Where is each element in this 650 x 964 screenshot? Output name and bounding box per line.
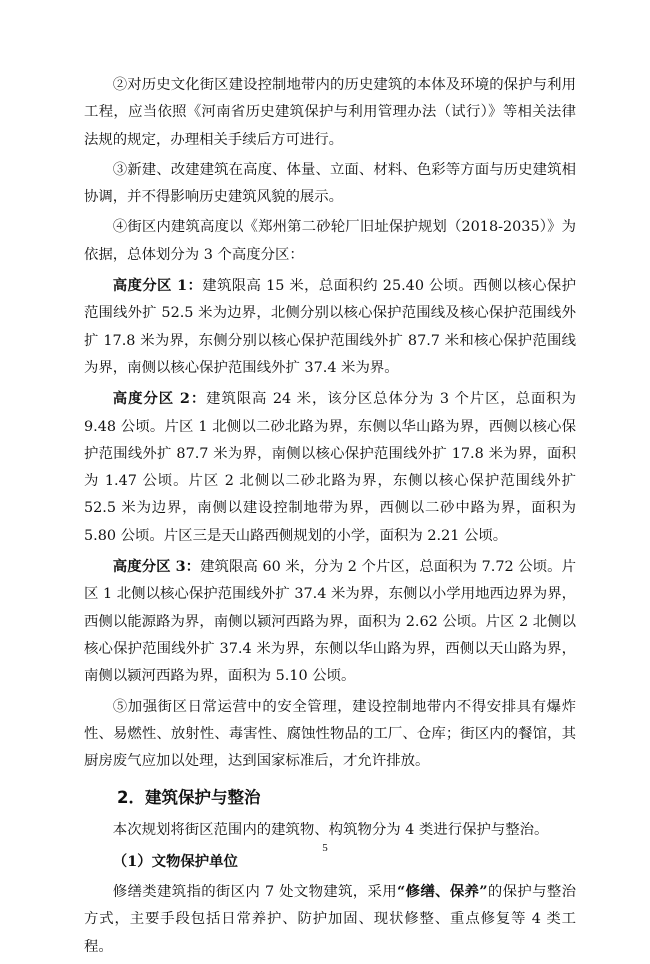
section-heading-building-protection: 2．建筑保护与整治 [117, 788, 261, 808]
paragraph-safety-management: ⑤加强街区日常运营中的安全管理，建设控制地带内不得安排具有爆炸性、易燃性、放射性、毒害性、腐蚀性物品的工厂、仓库；街区内的餐馆，其厨房废气应加以处理，达到国家标准后，才允许排放。 [84, 698, 576, 770]
height-zone-1-text: 建筑限高 15 米，总面积约 25.40 公顷。西侧以核心保护范围线外扩 52.5 米为边界，北侧分别以核心保护范围线及核心保护范围线外扩 17.8 米为界，东侧分别以核心保护范围线外扩 87.7 米和核心保护范围线为界，南侧以核心保护范围线外扩 37.4 米为界。 [84, 278, 576, 376]
subsection-heading-cultural-relics: （1）文物保护单位 [112, 852, 238, 870]
cultural-relics-text-b: 的保护与整治方式，主要手段包括日常养护、防护加固、现状修整、重点修复等 4 类工程。 [84, 884, 576, 955]
paragraph-historic-building-procedures: ②对历史文化街区建设控制地带内的历史建筑的本体及环境的保护与利用工程，应当依照《河南省历史建筑保护与利用管理办法（试行）》等相关法律法规的规定，办理相关手续后方可进行。 [84, 77, 576, 148]
height-zone-2-text: 建筑限高 24 米，该分区总体分为 3 个片区，总面积为 9.48 公顷。片区 1 北侧以二砂北路为界，东侧以华山路为界，西侧以核心保护范围线外扩 87.7 米为界，南侧以核心保护范围线外扩 17.8 米为界，面积为 1.47 公顷。片区 2 北侧以二砂北路为界，东侧以核心保护范围线外扩 52.5 米为边界，南侧以建设控制地带为界，西侧以二砂中路为界，面积为 5.80 公顷。片区三是天山路西侧规划的小学，面积为 2.21 公顷。 [84, 391, 576, 544]
page-number: 5 [322, 842, 328, 854]
paragraph-cultural-relics [84, 878, 576, 961]
paragraph-height-zone-1 [84, 272, 576, 382]
cultural-relics-emphasis: “修缮、保养” [397, 883, 488, 901]
paragraph-height-zone-2 [84, 385, 576, 550]
height-zone-3-text: 建筑限高 60 米，分为 2 个片区，总面积为 7.72 公顷。片区 1 北侧以核心保护范围线外扩 37.4 米为界，东侧以小学用地西边界为界，西侧以能源路为界，南侧以颍河西路为界，面积为 2.62 公顷。片区 2 北侧以核心保护范围线外扩 37.4 米为界，东侧以华山路为界，西侧以天山路为界，南侧以颍河西路为界，面积为 5.10 公顷。 [84, 559, 576, 685]
height-zone-3-label: 高度分区 3： [112, 558, 201, 576]
paragraph-height-zoning-intro: ④街区内建筑高度以《郑州第二砂轮厂旧址保护规划（2018-2035）》为依据，总体划分为 3 个高度分区： [84, 219, 576, 263]
paragraph-section-intro: 本次规划将街区范围内的建筑物、构筑物分为 4 类进行保护与整治。 [112, 822, 549, 839]
height-zone-1-label: 高度分区 1： [112, 277, 203, 295]
paragraph-new-construction-harmony: ③新建、改建建筑在高度、体量、立面、材料、色彩等方面与历史建筑相协调，并不得影响历史建筑风貌的展示。 [84, 161, 576, 206]
height-zone-2-label: 高度分区 2： [112, 390, 207, 408]
document-body [84, 72, 576, 964]
cultural-relics-text-a: 修缮类建筑指的街区内 7 处文物建筑，采用 [112, 884, 397, 901]
paragraph-height-zone-3 [84, 553, 576, 690]
